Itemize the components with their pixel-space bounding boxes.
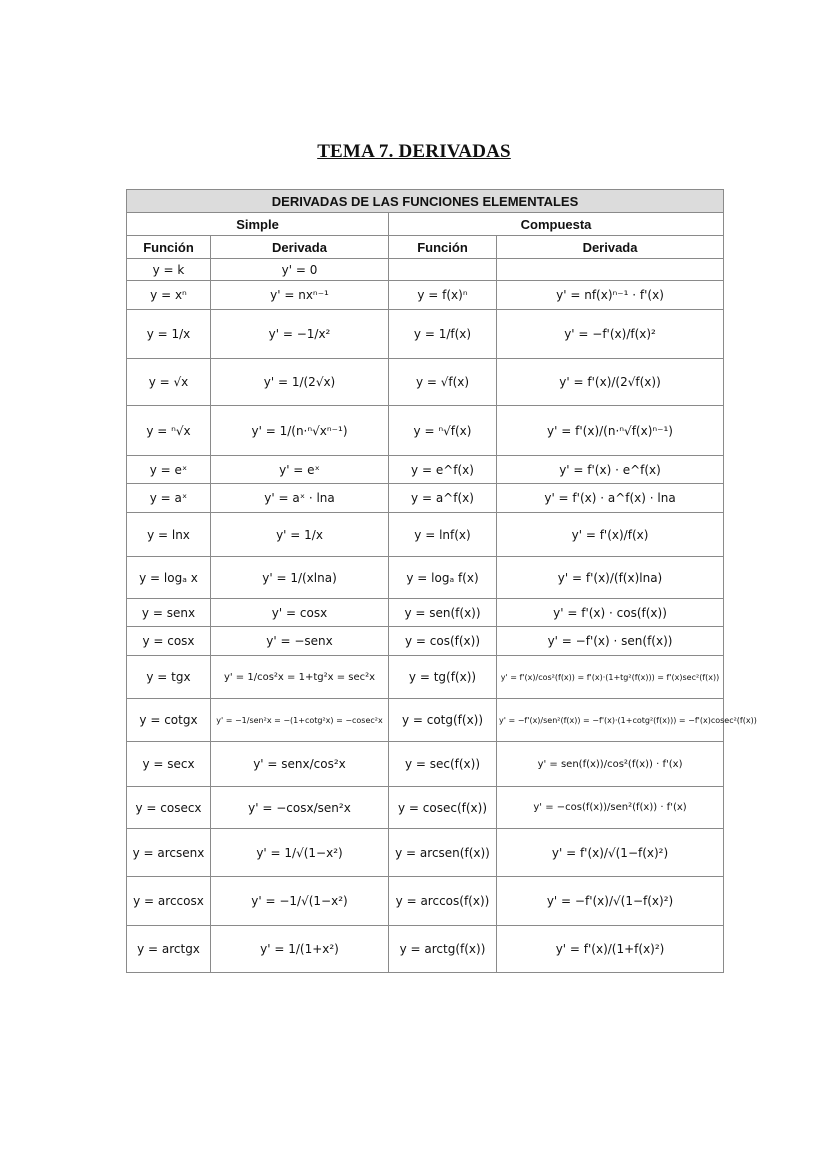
cell-function-compuesta: y = cosec(f(x)): [389, 787, 497, 829]
cell-derivative-compuesta: y' = f'(x) · e^f(x): [497, 456, 724, 484]
cell-derivative-compuesta: y' = nf(x)ⁿ⁻¹ · f'(x): [497, 281, 724, 310]
cell-derivative-simple: y' = 1/(2√x): [211, 359, 389, 406]
cell-function-compuesta: y = e^f(x): [389, 456, 497, 484]
cell-derivative-simple: y' = −1/x²: [211, 310, 389, 359]
table-row: [127, 926, 724, 973]
cell-function-compuesta: y = sen(f(x)): [389, 599, 497, 627]
cell-function-simple: y = arccosx: [127, 877, 211, 926]
cell-derivative-compuesta: y' = f'(x)/(n·ⁿ√f(x)ⁿ⁻¹): [497, 406, 724, 456]
header-derivada-simple: Derivada: [211, 236, 389, 259]
table-row: [127, 877, 724, 926]
table-row: [127, 656, 724, 699]
header-funcion-simple: Función: [127, 236, 211, 259]
cell-derivative-simple: y' = 1/(1+x²): [211, 926, 389, 973]
table-row: [127, 599, 724, 627]
cell-function-compuesta: y = arctg(f(x)): [389, 926, 497, 973]
cell-function-simple: y = arcsenx: [127, 829, 211, 877]
table-row: [127, 557, 724, 599]
cell-function-simple: y = tgx: [127, 656, 211, 699]
cell-derivative-compuesta: y' = −f'(x)/f(x)²: [497, 310, 724, 359]
cell-derivative-simple: y' = eˣ: [211, 456, 389, 484]
cell-derivative-simple: y' = 1/x: [211, 513, 389, 557]
cell-function-compuesta: y = ⁿ√f(x): [389, 406, 497, 456]
derivatives-table: [126, 189, 757, 973]
cell-derivative-compuesta: y' = f'(x)/cos²(f(x)) = f'(x)·(1+tg²(f(x))) = f'(x)sec²(f(x)): [497, 656, 724, 699]
cell-function-compuesta: y = lnf(x): [389, 513, 497, 557]
table-body: [127, 259, 757, 973]
cell-derivative-compuesta: y' = −cos(f(x))/sen²(f(x)) · f'(x): [497, 787, 724, 829]
cell-derivative-simple: y' = −cosx/sen²x: [211, 787, 389, 829]
cell-function-simple: y = ⁿ√x: [127, 406, 211, 456]
cell-function-compuesta: y = f(x)ⁿ: [389, 281, 497, 310]
cell-function-simple: y = cotgx: [127, 699, 211, 742]
cell-derivative-compuesta: y' = f'(x)/√(1−f(x)²): [497, 829, 724, 877]
cell-derivative-compuesta: y' = f'(x)/(f(x)lna): [497, 557, 724, 599]
table-row: [127, 406, 724, 456]
cell-derivative-compuesta: y' = −f'(x) · sen(f(x)): [497, 627, 724, 656]
cell-function-simple: y = cosecx: [127, 787, 211, 829]
cell-derivative-simple: y' = aˣ · lna: [211, 484, 389, 513]
cell-derivative-compuesta: y' = f'(x)/(2√f(x)): [497, 359, 724, 406]
cell-derivative-simple: y' = cosx: [211, 599, 389, 627]
cell-derivative-simple: y' = −1/sen²x = −(1+cotg²x) = −cosec²x: [211, 699, 389, 742]
cell-derivative-compuesta: y' = sen(f(x))/cos²(f(x)) · f'(x): [497, 742, 724, 787]
cell-derivative-compuesta: y' = −f'(x)/sen²(f(x)) = −f'(x)·(1+cotg²(f(x))) = −f'(x)cosec²(f(x)): [497, 699, 724, 742]
cell-function-compuesta: y = √f(x): [389, 359, 497, 406]
table-row: [127, 484, 724, 513]
cell-function-simple: y = k: [127, 259, 211, 281]
cell-derivative-simple: y' = 1/(xlna): [211, 557, 389, 599]
header-derivada-compuesta: Derivada: [497, 236, 724, 259]
table-row: [127, 456, 724, 484]
table-caption: DERIVADAS DE LAS FUNCIONES ELEMENTALES: [127, 190, 724, 213]
cell-function-compuesta: [389, 259, 497, 281]
table-row: [127, 742, 724, 787]
cell-derivative-simple: y' = −1/√(1−x²): [211, 877, 389, 926]
cell-function-compuesta: y = arccos(f(x)): [389, 877, 497, 926]
cell-function-simple: y = aˣ: [127, 484, 211, 513]
cell-derivative-compuesta: [497, 259, 724, 281]
table-row: [127, 281, 724, 310]
table-row: [127, 699, 724, 742]
cell-function-compuesta: y = cos(f(x)): [389, 627, 497, 656]
cell-function-simple: y = xⁿ: [127, 281, 211, 310]
table-row: [127, 829, 724, 877]
cell-derivative-compuesta: y' = −f'(x)/√(1−f(x)²): [497, 877, 724, 926]
cell-derivative-simple: y' = senx/cos²x: [211, 742, 389, 787]
cell-derivative-simple: y' = −senx: [211, 627, 389, 656]
cell-derivative-simple: y' = 1/√(1−x²): [211, 829, 389, 877]
cell-function-simple: y = secx: [127, 742, 211, 787]
table-row: [127, 359, 724, 406]
cell-derivative-simple: y' = 1/(n·ⁿ√xⁿ⁻¹): [211, 406, 389, 456]
group-compuesta: Compuesta: [389, 213, 724, 236]
cell-function-compuesta: y = logₐ f(x): [389, 557, 497, 599]
cell-derivative-simple: y' = nxⁿ⁻¹: [211, 281, 389, 310]
cell-function-compuesta: y = tg(f(x)): [389, 656, 497, 699]
table-row: [127, 259, 724, 281]
cell-function-simple: y = 1/x: [127, 310, 211, 359]
header-funcion-compuesta: Función: [389, 236, 497, 259]
table-row: [127, 513, 724, 557]
cell-derivative-compuesta: y' = f'(x) · cos(f(x)): [497, 599, 724, 627]
cell-function-simple: y = logₐ x: [127, 557, 211, 599]
cell-function-compuesta: y = cotg(f(x)): [389, 699, 497, 742]
cell-function-compuesta: y = sec(f(x)): [389, 742, 497, 787]
cell-derivative-simple: y' = 0: [211, 259, 389, 281]
group-simple: Simple: [127, 213, 389, 236]
page-title: TEMA 7. DERIVADAS: [317, 141, 511, 162]
table-row: [127, 310, 724, 359]
cell-derivative-compuesta: y' = f'(x)/(1+f(x)²): [497, 926, 724, 973]
cell-function-compuesta: y = arcsen(f(x)): [389, 829, 497, 877]
cell-function-simple: y = arctgx: [127, 926, 211, 973]
table-row: [127, 627, 724, 656]
cell-function-compuesta: y = 1/f(x): [389, 310, 497, 359]
cell-function-simple: y = cosx: [127, 627, 211, 656]
cell-function-simple: y = lnx: [127, 513, 211, 557]
cell-function-simple: y = √x: [127, 359, 211, 406]
cell-derivative-simple: y' = 1/cos²x = 1+tg²x = sec²x: [211, 656, 389, 699]
cell-derivative-compuesta: y' = f'(x) · a^f(x) · lna: [497, 484, 724, 513]
cell-function-simple: y = eˣ: [127, 456, 211, 484]
cell-function-simple: y = senx: [127, 599, 211, 627]
table-row: [127, 787, 724, 829]
cell-derivative-compuesta: y' = f'(x)/f(x): [497, 513, 724, 557]
cell-function-compuesta: y = a^f(x): [389, 484, 497, 513]
